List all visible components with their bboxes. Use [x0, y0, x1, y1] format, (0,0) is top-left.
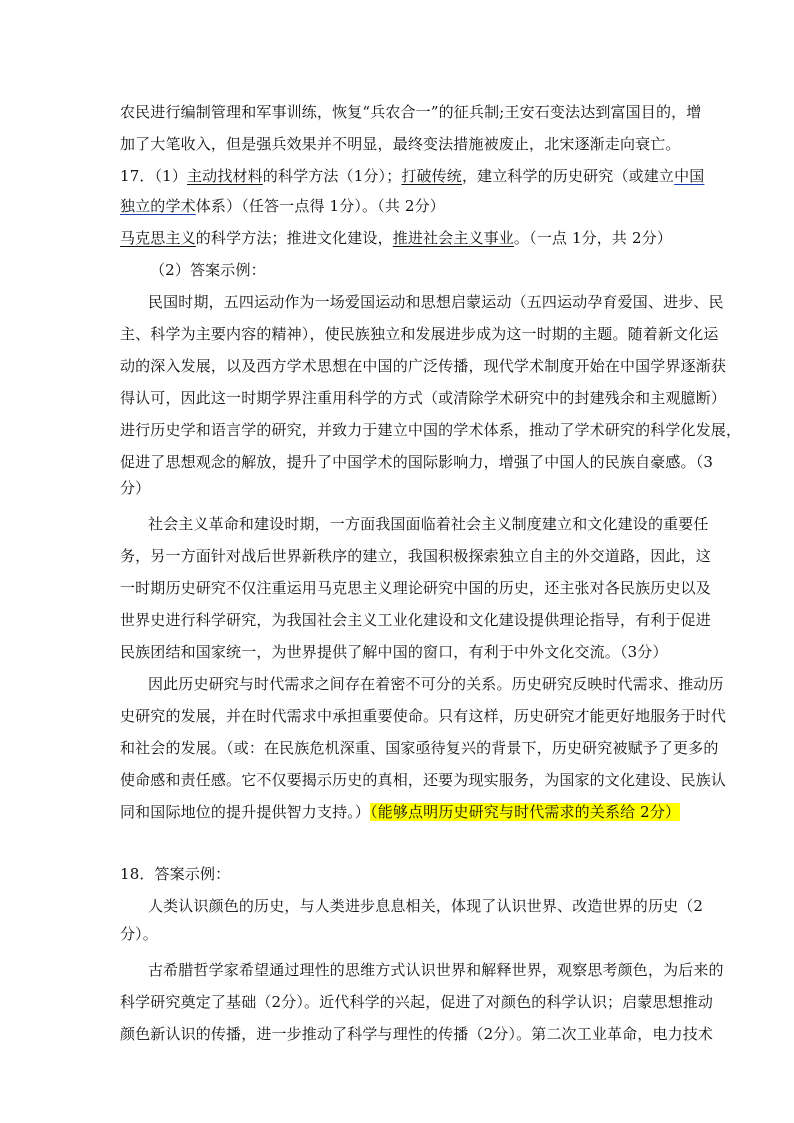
underlined-term: 独立的学术 — [120, 197, 196, 215]
text-line: 史研究的发展，并在时代需求中承担重要使命。只有这样，历史研究才能更好地服务于时代 — [120, 707, 727, 725]
text-line: 古希腊哲学家希望通过理性的思维方式认识世界和解释世界，观察思考颜色，为后来的 — [148, 961, 724, 979]
text-line: 民国时期，五四运动作为一场爱国运动和思想启蒙运动（五四运动孕育爱国、进步、民 — [148, 293, 724, 311]
underlined-term: 马克思主义 — [120, 229, 196, 247]
text-span: 。（一点 1分，共 2分） — [513, 229, 672, 247]
text-span: ，建立科学的历史研究（或建立 — [461, 167, 675, 185]
text-span: 的科学方法；推进文化建设， — [195, 229, 393, 247]
text-span: 体系）（任答一点得 1分）。（共 2分） — [195, 197, 445, 215]
text-span: 的科学方法（1分）； — [262, 167, 402, 185]
text-line: 主、科学为主要内容的精神），使民族独立和发展进步成为这一时期的主题。随着新文化运 — [120, 325, 719, 343]
q17-number: 17．（1） — [120, 167, 188, 185]
text-line: 一时期历史研究不仅注重运用马克思主义理论研究中国的历史，还主张对各民族历史以及 — [120, 579, 711, 597]
underlined-term: 主动找材料 — [187, 167, 263, 185]
text-line-with-note — [120, 802, 680, 822]
text-line: 颜色新认识的传播，进一步推动了科学与理性的传播（2分）。第二次工业革命，电力技术 — [120, 1025, 714, 1043]
text-line: 进行历史学和语言学的研究，并致力于建立中国的学术体系，推动了学术研究的科学化发展， — [120, 421, 742, 439]
text-line: 分） — [120, 479, 151, 497]
q17-line-3 — [120, 228, 672, 248]
text-line: 务，另一方面针对战后世界新秩序的建立，我国积极探索独立自主的外交道路，因此，这 — [120, 547, 711, 565]
q18-heading: 18．答案示例： — [120, 865, 231, 883]
text-line: 加了大笔收入，但是强兵效果并不明显，最终变法措施被废止，北宋逐渐走向衰亡。 — [120, 135, 681, 153]
text-line: 科学研究奠定了基础（2分）。近代科学的兴起，促进了对颜色的科学认识；启蒙思想推动 — [120, 993, 714, 1011]
text-line: 促进了思想观念的解放，提升了中国学术的国际影响力，增强了中国人的民族自豪感。（3 — [120, 453, 714, 471]
q17-sub-heading: （2）答案示例： — [150, 261, 266, 279]
text-line: 民族团结和国家统一，为世界提供了解中国的窗口，有利于中外文化交流。（3分） — [120, 643, 668, 661]
q17-line-2 — [120, 196, 445, 216]
text-line: 得认可，因此这一时期学界注重用科学的方式（或清除学术研究中的封建残余和主观臆断） — [120, 389, 727, 407]
text-line: 社会主义革命和建设时期，一方面我国面临着社会主义制度建立和文化建设的重要任 — [148, 515, 709, 533]
underlined-term: 推进社会主义事业 — [392, 229, 514, 247]
text-span: 同和国际地位的提升提供智力支持。） — [120, 803, 371, 821]
underlined-term: 中国 — [674, 167, 705, 185]
text-line: 因此历史研究与时代需求之间存在着密不可分的关系。历史研究反映时代需求、推动历 — [148, 675, 724, 693]
text-line: 分）。 — [120, 925, 158, 943]
text-line: 和社会的发展。（或：在民族危机深重、国家亟待复兴的背景下，历史研究被赋予了更多的 — [120, 739, 719, 757]
q17-line-1 — [120, 166, 704, 186]
underlined-term: 打破传统 — [401, 167, 462, 185]
highlighted-scoring-note: （能够点明历史研究与时代需求的关系给 2分） — [370, 803, 681, 821]
text-line: 使命感和责任感。它不仅要揭示历史的真相，还要为现实服务，为国家的文化建设、民族认 — [120, 771, 727, 789]
text-line: 农民进行编制管理和军事训练，恢复“兵农合一”的征兵制;王安石变法达到富国目的，增 — [120, 103, 702, 121]
text-line: 人类认识颜色的历史，与人类进步息息相关，体现了认识世界、改造世界的历史（2 — [148, 897, 704, 915]
text-line: 动的深入发展，以及西方学术思想在中国的广泛传播，现代学术制度开始在中国学界逐渐获 — [120, 357, 727, 375]
text-line: 世界史进行科学研究，为我国社会主义工业化建设和文化建设提供理论指导，有利于促进 — [120, 611, 711, 629]
